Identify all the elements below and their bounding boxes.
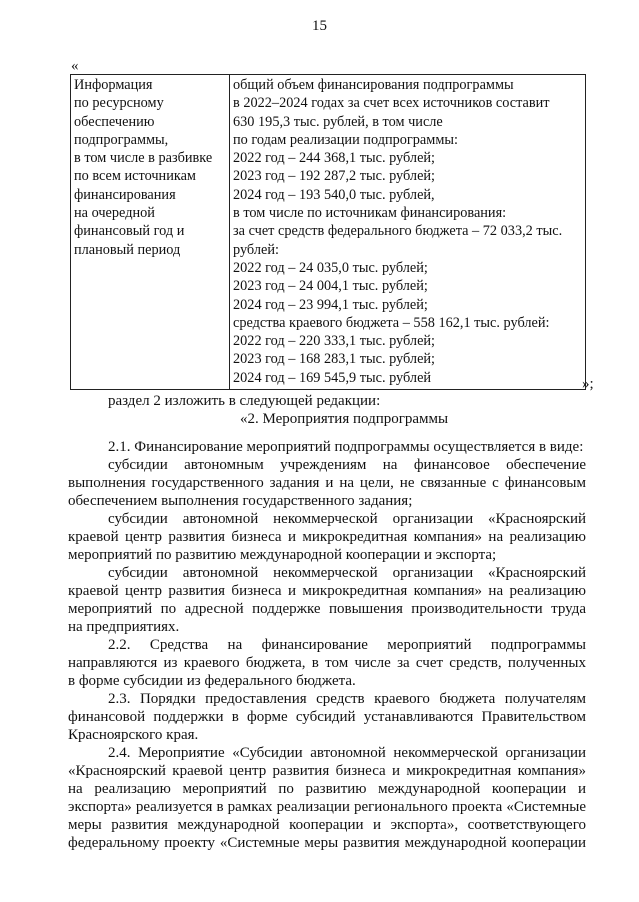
table-left-cell [71,75,230,390]
text-line: «Красноярский краевой центр развития бизнеса и микрокредитная компания» [68,763,586,779]
text-line: финансовой поддержки в форме субсидий устанавливаются Правительством [68,709,586,725]
right-cell-line: 2024 год – 193 540,0 тыс. рублей, [233,186,435,203]
right-cell-line: в 2022–2024 годах за счет всех источников составит [233,95,550,112]
text-line: выполнения государственного задания и на цели, не связанные с финансовым [68,475,586,491]
right-cell-line: 2023 год – 24 004,1 тыс. рублей; [233,278,428,295]
opening-quote: « [71,58,79,74]
intro-text: раздел 2 изложить в следующей редакции: [108,393,381,409]
text-line: 2.4. Мероприятие «Субсидии автономной некоммерческой организации [108,745,586,761]
text-line: экспорта» реализуется в рамках реализации регионального проекта «Системные [68,799,586,815]
right-cell-line: по годам реализации подпрограммы: [233,131,458,148]
text-line: краевой центр развития бизнеса и микрокредитная компания» на реализацию [68,529,586,545]
left-cell-line: на очередной [74,205,155,222]
text-line: обеспечением выполнения государственного задания; [68,493,413,509]
section-heading: «2. Мероприятия подпрограммы [240,411,449,427]
table-right-cell [230,75,586,390]
text-line: субсидии автономной некоммерческой организации «Красноярский [108,565,586,581]
right-cell-line: 2024 год – 23 994,1 тыс. рублей; [233,296,428,313]
text-line: федеральному проекту «Системные меры развития международной кооперации [68,835,586,851]
left-cell-line: обеспечению [74,113,155,130]
left-cell-line: финансовый год и [74,223,185,240]
left-cell-line: подпрограммы, [74,131,169,148]
right-cell-line: 630 195,3 тыс. рублей, в том числе [233,113,443,130]
right-cell-line: в том числе по источникам финансирования: [233,205,507,222]
left-cell-line: по всем источникам [74,168,196,185]
left-cell-line: финансирования [74,186,176,203]
text-line: меры развития международной кооперации и экспорта», соответствующего [68,817,586,833]
section-body [68,438,586,852]
text-line: субсидии автономным учреждениям на финансовое обеспечение [108,457,586,473]
right-cell-line: 2022 год – 244 368,1 тыс. рублей; [233,150,436,167]
text-line: направляются из краевого бюджета, в том числе за счет средств, полученных [68,655,586,671]
text-line: 2.1. Финансирование мероприятий подпрограммы осуществляется в виде: [108,439,584,455]
closing-quote: »; [582,376,594,392]
text-line: 2.3. Порядки предоставления средств краевого бюджета получателям [108,691,586,707]
text-line: Красноярского края. [68,727,199,743]
left-cell-line: плановый период [74,241,181,258]
text-line: мероприятий по развитию международной кооперации и экспорта; [68,547,497,563]
right-cell-line: общий объем финансирования подпрограммы [233,77,514,93]
section-intro-block [68,392,586,428]
text-line: в форме субсидии из федерального бюджета. [68,673,356,689]
text-line: на реализацию мероприятий по развитию международной кооперации и [68,781,586,797]
right-cell-line: средства краевого бюджета – 558 162,1 тыс. рублей: [233,314,550,331]
right-cell-line: 2023 год – 192 287,2 тыс. рублей; [233,168,436,185]
right-cell-line: рублей: [233,241,279,258]
text-line: 2.2. Средства на финансирование мероприятий подпрограммы [108,637,586,653]
text-line: краевой центр развития бизнеса и микрокредитная компания» на реализацию [68,583,586,599]
text-line: субсидии автономной некоммерческой организации «Красноярский [108,511,586,527]
page-number: 15 [312,18,327,34]
left-cell-line: по ресурсному [74,95,164,112]
right-cell-line: 2022 год – 220 333,1 тыс. рублей; [233,333,436,350]
text-line: мероприятий по адресной поддержке повышения производительности труда [68,601,586,617]
text-line: на предприятиях. [68,619,180,635]
right-cell-line: за счет средств федерального бюджета – 72 033,2 тыс. [233,223,563,240]
right-cell-line: 2024 год – 169 545,9 тыс. рублей [233,369,432,386]
left-cell-line: в том числе в разбивке [74,150,213,167]
right-cell-line: 2023 год – 168 283,1 тыс. рублей; [233,351,436,368]
right-cell-line: 2022 год – 24 035,0 тыс. рублей; [233,259,428,276]
resource-info-table [70,74,586,390]
left-cell-line: Информация [74,77,153,93]
